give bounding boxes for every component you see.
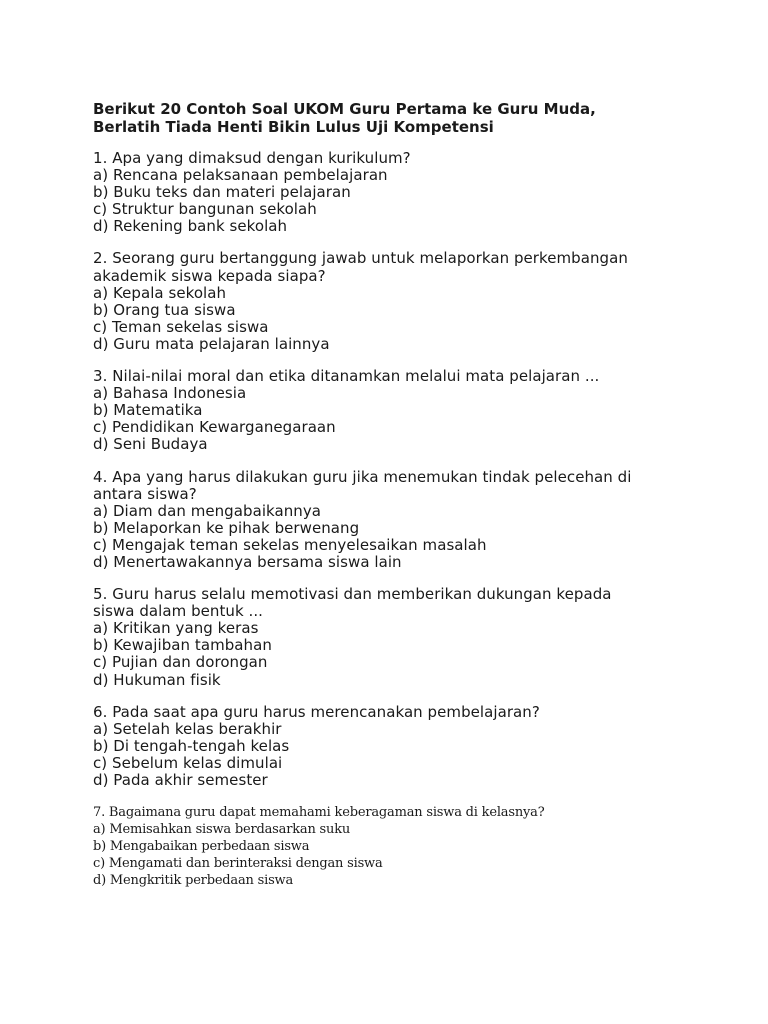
document-page [93, 100, 733, 904]
question-stem: 3. Nilai-nilai moral dan etika ditanamkan melalui mata pelajaran ... [93, 367, 600, 386]
answer-option-a: a) Kepala sekolah [93, 283, 227, 302]
answer-option-d: d) Mengkritik perbedaan siswa [93, 873, 294, 889]
question-stem-line-1: 2. Seorang guru bertanggung jawab untuk melaporkan perkembangan [93, 249, 628, 268]
answer-option-c: c) Mengamati dan berinteraksi dengan siswa [93, 856, 383, 872]
title-line-2: Berlatih Tiada Henti Bikin Lulus Uji Kompetensi [93, 118, 494, 136]
answer-option-b: b) Matematika [93, 401, 203, 420]
question-stem: 1. Apa yang dimaksud dengan kurikulum? [93, 149, 411, 167]
answer-option-d: d) Seni Budaya [93, 435, 208, 454]
answer-option-b: b) Buku teks dan materi pelajaran [93, 183, 351, 202]
answer-option-d: d) Menertawakannya bersama siswa lain [93, 552, 402, 571]
answer-option-a: a) Rencana pelaksanaan pembelajaran [93, 166, 388, 185]
question-stem: 7. Bagaimana guru dapat memahami keberagaman siswa di kelasnya? [93, 805, 545, 821]
title-line-1: Berikut 20 Contoh Soal UKOM Guru Pertama ke Guru Muda, [93, 100, 596, 118]
question-stem-line-1: 4. Apa yang harus dilakukan guru jika menemukan tindak pelecehan di [93, 467, 632, 486]
question-stem-line-1: 5. Guru harus selalu memotivasi dan memberikan dukungan kepada [93, 585, 612, 604]
question-stem: 6. Pada saat apa guru harus merencanakan pembelajaran? [93, 702, 540, 721]
answer-option-d: d) Rekening bank sekolah [93, 217, 288, 236]
answer-option-a: a) Bahasa Indonesia [93, 384, 247, 403]
answer-option-a: a) Diam dan mengabaikannya [93, 501, 322, 520]
answer-option-a: a) Setelah kelas berakhir [93, 719, 282, 738]
answer-option-b: b) Melaporkan ke pihak berwenang [93, 518, 360, 537]
answer-option-b: b) Kewajiban tambahan [93, 636, 272, 655]
question-4 [93, 469, 733, 572]
question-5 [93, 586, 733, 689]
answer-option-b: b) Di tengah-tengah kelas [93, 736, 290, 755]
question-3 [93, 368, 733, 453]
question-7 [93, 804, 733, 889]
question-stem-line-2: akademik siswa kepada siapa? [93, 266, 326, 285]
question-1 [93, 150, 733, 235]
answer-option-c: c) Teman sekelas siswa [93, 317, 269, 336]
question-6 [93, 704, 733, 789]
answer-option-c: c) Pujian dan dorongan [93, 653, 268, 672]
answer-option-c: c) Struktur bangunan sekolah [93, 200, 317, 219]
answer-option-c: c) Sebelum kelas dimulai [93, 753, 283, 772]
answer-option-d: d) Guru mata pelajaran lainnya [93, 334, 330, 353]
question-stem-line-2: antara siswa? [93, 484, 197, 503]
answer-option-a: a) Kritikan yang keras [93, 619, 259, 638]
answer-option-b: b) Orang tua siswa [93, 300, 236, 319]
answer-option-d: d) Pada akhir semester [93, 771, 268, 789]
question-stem-line-2: siswa dalam bentuk ... [93, 602, 263, 621]
document-title [93, 100, 733, 136]
answer-option-b: b) Mengabaikan perbedaan siswa [93, 839, 310, 855]
question-2 [93, 250, 733, 353]
answer-option-a: a) Memisahkan siswa berdasarkan suku [93, 822, 351, 838]
answer-option-c: c) Pendidikan Kewarganegaraan [93, 418, 336, 437]
answer-option-d: d) Hukuman fisik [93, 670, 221, 689]
answer-option-c: c) Mengajak teman sekelas menyelesaikan masalah [93, 535, 487, 554]
